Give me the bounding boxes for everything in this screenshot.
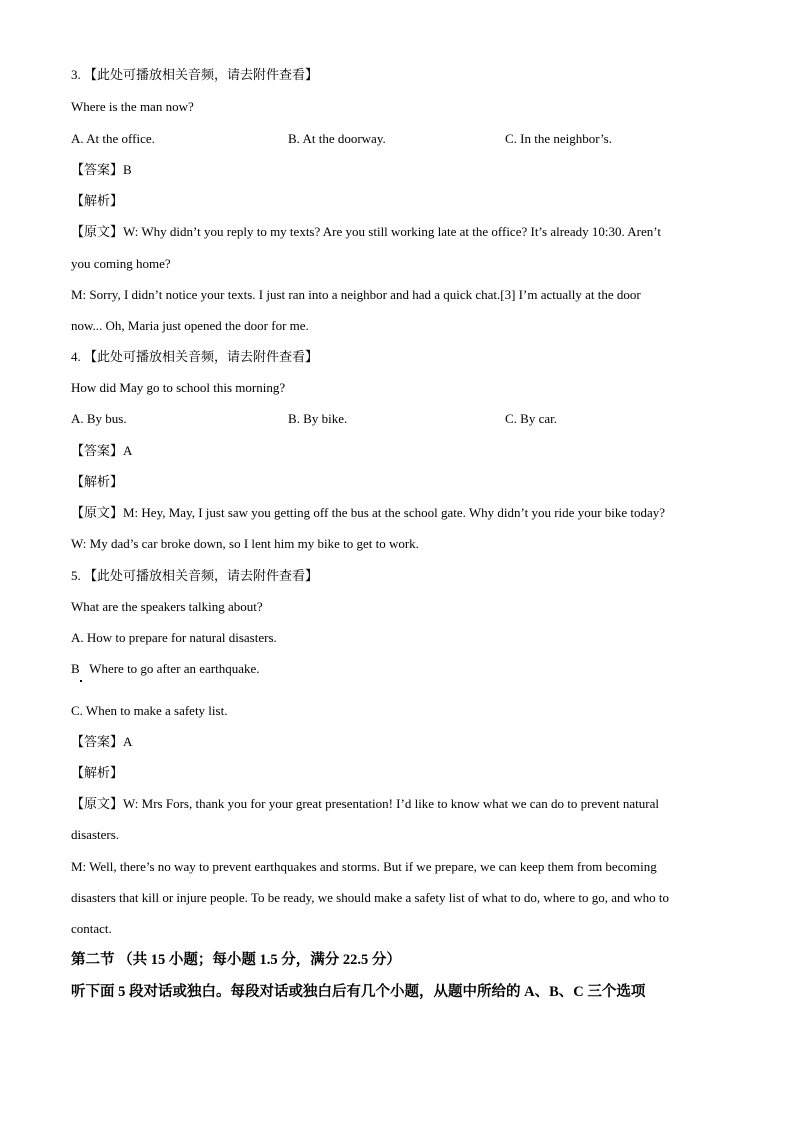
q5-answer: 【答案】A [71,734,133,749]
section2-heading: 第二节 （共 15 小题；每小题 1.5 分，满分 22.5 分） [71,952,401,968]
q3-analysis-label: 【解析】 [71,193,124,208]
section2-instruction: 听下面 5 段对话或独白。每段对话或独白后有几个小题，从题中所给的 A、B、C 三个选项 [71,984,646,1000]
q4-question: How did May go to school this morning? [71,380,286,395]
q5-option-b: B Where to go after an earthquake. [71,661,260,676]
q5-title: 5. 【此处可播放相关音频，请去附件查看】 [71,568,319,583]
q4-transcript-line: 【原文】M: Hey, May, I just saw you getting off the bus at the school gate. Why didn’t you ride your bike today? [71,505,666,520]
q3-option-a: A. At the office. [71,131,155,146]
stray-dot-mark [80,680,82,682]
q3-option-c: C. In the neighbor’s. [505,131,612,146]
q4-analysis-label: 【解析】 [71,474,124,489]
q4-option-c: C. By car. [505,411,557,426]
q4-option-b: B. By bike. [288,411,348,426]
q3-transcript-line: you coming home? [71,256,171,271]
q3-option-b: B. At the doorway. [288,131,386,146]
q4-option-a: A. By bus. [71,411,127,426]
q5-analysis-label: 【解析】 [71,765,124,780]
q5-question: What are the speakers talking about? [71,599,263,614]
q5-transcript-line: M: Well, there’s no way to prevent earthquakes and storms. But if we prepare, we can keep them from becoming [71,859,657,874]
q3-answer: 【答案】B [71,162,132,177]
q5-transcript-line: contact. [71,921,112,936]
q5-transcript-line: disasters that kill or injure people. To be ready, we should make a safety list of what to do, where to go, and who to [71,890,670,905]
q5-transcript-line: 【原文】W: Mrs Fors, thank you for your great presentation! I’d like to know what we can do to prevent natural [71,796,659,811]
q5-option-a: A. How to prepare for natural disasters. [71,630,277,645]
q4-title: 4. 【此处可播放相关音频，请去附件查看】 [71,349,319,364]
q3-title: 3. 【此处可播放相关音频，请去附件查看】 [71,67,319,82]
q3-transcript-line: 【原文】W: Why didn’t you reply to my texts? Are you still working late at the office? It’s already 10:30. Aren’t [71,224,661,239]
q4-answer: 【答案】A [71,443,133,458]
q5-option-c: C. When to make a safety list. [71,703,228,718]
q3-transcript-line: now... Oh, Maria just opened the door for me. [71,318,309,333]
q3-question: Where is the man now? [71,99,194,114]
q4-transcript-line: W: My dad’s car broke down, so I lent him my bike to get to work. [71,536,419,551]
q5-transcript-line: disasters. [71,827,120,842]
q3-transcript-line: M: Sorry, I didn’t notice your texts. I just ran into a neighbor and had a quick chat.[3] I’m actually at the door [71,287,641,302]
